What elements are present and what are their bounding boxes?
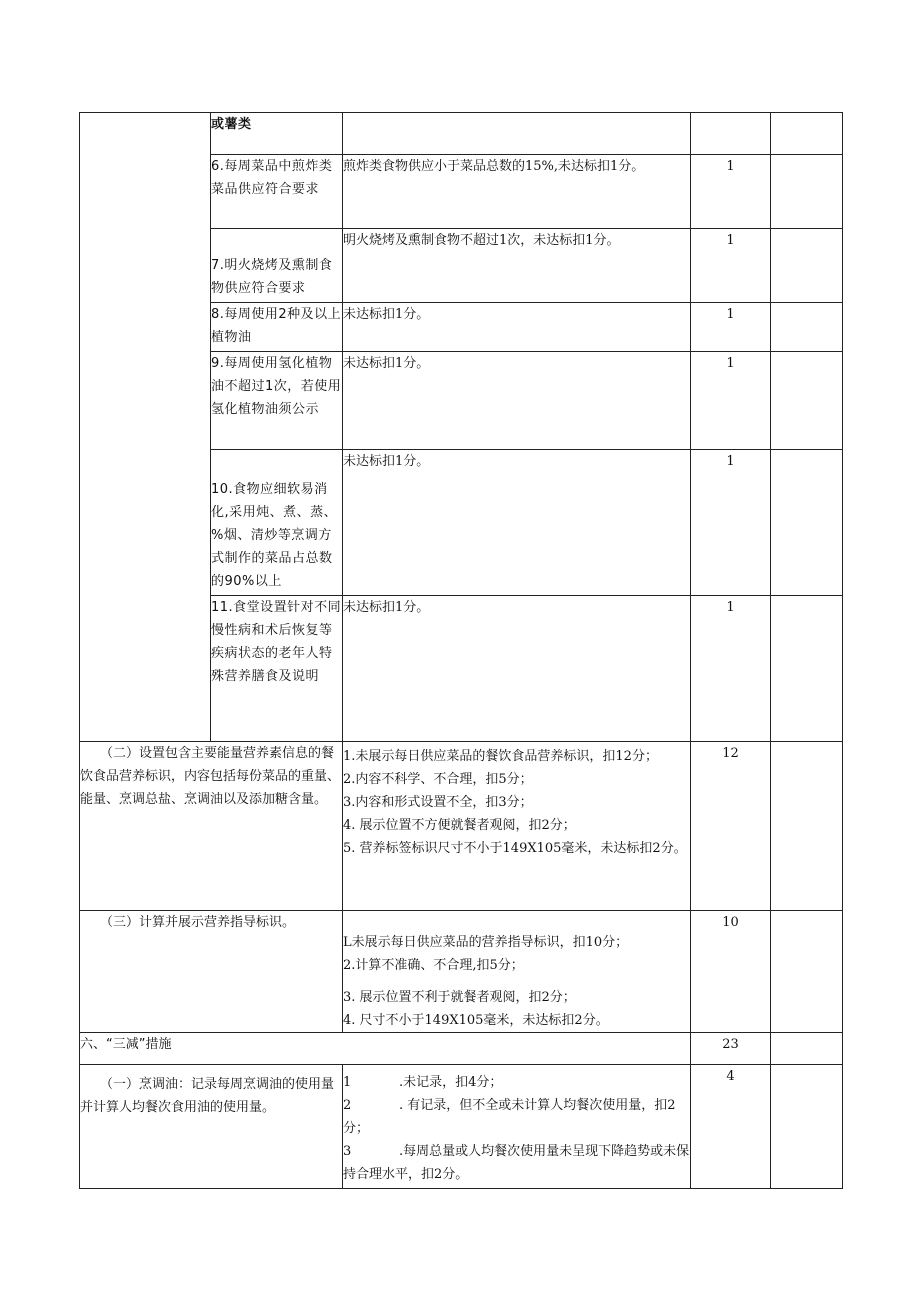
item-cell: 8.每周使用2种及以上植物油 <box>211 303 343 352</box>
criteria-text: . 有记录，但不全或未计算人均餐次使用量，扣2分； <box>343 1098 676 1136</box>
criteria-number: 1 <box>343 1075 352 1090</box>
actual-score-cell <box>771 911 843 1033</box>
table-row <box>80 742 843 911</box>
table-row <box>80 911 843 1033</box>
item-text: 7.明火烧烤及熏制食物供应符合要求 <box>211 258 333 296</box>
score-cell: 4 <box>691 1065 771 1189</box>
criteria-cell <box>343 911 691 1033</box>
criteria-cell <box>343 113 691 155</box>
criteria-line: 明火烧烤及熏制食物不超过1次，未达标扣1分。 <box>343 233 620 248</box>
section-text-cell <box>80 742 343 911</box>
actual-score-cell <box>771 113 843 155</box>
section-text: （三）计算并展示营养指导标识。 <box>100 915 296 930</box>
category-cell <box>80 113 211 742</box>
score-cell: 1 <box>691 155 771 229</box>
score-cell: 23 <box>691 1033 771 1065</box>
criteria-line <box>343 1094 690 1140</box>
criteria-line: 5. 营养标签标识尺寸不小于149X105毫米，未达标扣2分。 <box>343 841 687 856</box>
section-text: （一）烹调油：记录每周烹调油的使用量并计算人均餐次食用油的使用量。 <box>80 1077 335 1115</box>
criteria-line: 未达标扣1分。 <box>343 600 430 615</box>
item-text: 10.食物应细软易消化,采用炖、煮、蒸、%烟、清炒等烹调方式制作的菜品占总数的90%以上 <box>211 482 338 589</box>
score-cell: 12 <box>691 742 771 911</box>
criteria-cell <box>343 352 691 450</box>
criteria-number: 3 <box>343 1144 352 1159</box>
item-cell: 9.每周使用氢化植物油不超过1次，若使用氢化植物油须公示 <box>211 352 343 450</box>
section-heading: 六、“三减”措施 <box>80 1033 691 1065</box>
criteria-line: 4. 尺寸不小于149X105毫米，未达标扣2分。 <box>343 1013 609 1028</box>
criteria-line: L未展示每日供应菜品的营养指导标识，扣10分； <box>343 935 629 950</box>
criteria-line: 4. 展示位置不方便就餐者观阅，扣2分； <box>343 818 576 833</box>
table-row <box>80 1065 843 1189</box>
item-cell: 或薯类 <box>211 113 343 155</box>
criteria-cell <box>343 303 691 352</box>
item-cell <box>211 229 343 303</box>
criteria-cell <box>343 450 691 596</box>
criteria-cell <box>343 596 691 742</box>
criteria-number: 2 <box>343 1098 352 1113</box>
actual-score-cell <box>771 155 843 229</box>
criteria-line: 3. 展示位置不利于就餐者观阅，扣2分； <box>343 990 576 1005</box>
actual-score-cell <box>771 1065 843 1189</box>
section-text: （二）设置包含主要能量营养素信息的餐饮食品营养标识，内容包括每份菜品的重量、能量、烹调总盐、烹调油以及添加糖含量。 <box>80 746 341 807</box>
criteria-line: 2.计算不准确、不合理,扣5分； <box>343 958 524 973</box>
actual-score-cell <box>771 450 843 596</box>
table-row <box>80 1033 843 1065</box>
criteria-text: .每周总量或人均餐次使用量未呈现下降趋势或未保持合理水平，扣2分。 <box>343 1144 690 1182</box>
score-cell: 10 <box>691 911 771 1033</box>
evaluation-table <box>79 112 843 1189</box>
criteria-cell <box>343 229 691 303</box>
criteria-line: 未达标扣1分。 <box>343 356 430 371</box>
criteria-line <box>343 1140 690 1186</box>
criteria-cell <box>343 1065 691 1189</box>
score-cell <box>691 113 771 155</box>
actual-score-cell <box>771 352 843 450</box>
criteria-line: 未达标扣1分。 <box>343 454 430 469</box>
item-cell: 11.食堂设置针对不同慢性病和术后恢复等疾病状态的老年人特殊营养膳食及说明 <box>211 596 343 742</box>
criteria-line: 未达标扣1分。 <box>343 307 430 322</box>
criteria-line: 3.内容和形式设置不全，扣3分； <box>343 795 533 810</box>
criteria-text: .未记录，扣4分； <box>399 1075 503 1090</box>
item-cell: 6.每周菜品中煎炸类菜品供应符合要求 <box>211 155 343 229</box>
score-cell: 1 <box>691 596 771 742</box>
score-cell: 1 <box>691 450 771 596</box>
criteria-line: 2.内容不科学、不合理，扣5分； <box>343 772 533 787</box>
criteria-cell <box>343 742 691 911</box>
actual-score-cell <box>771 1033 843 1065</box>
criteria-cell <box>343 155 691 229</box>
section-text-cell <box>80 1065 343 1189</box>
score-cell: 1 <box>691 229 771 303</box>
table-row <box>80 113 843 155</box>
actual-score-cell <box>771 596 843 742</box>
criteria-line: 煎炸类食物供应小于菜品总数的15%,未达标扣1分。 <box>343 159 645 174</box>
criteria-line: 1.未展示每日供应菜品的餐饮食品营养标识，扣12分； <box>343 749 658 764</box>
actual-score-cell <box>771 303 843 352</box>
score-cell: 1 <box>691 303 771 352</box>
score-cell: 1 <box>691 352 771 450</box>
actual-score-cell <box>771 742 843 911</box>
actual-score-cell <box>771 229 843 303</box>
item-cell <box>211 450 343 596</box>
section-text-cell <box>80 911 343 1033</box>
criteria-line <box>343 1071 690 1094</box>
